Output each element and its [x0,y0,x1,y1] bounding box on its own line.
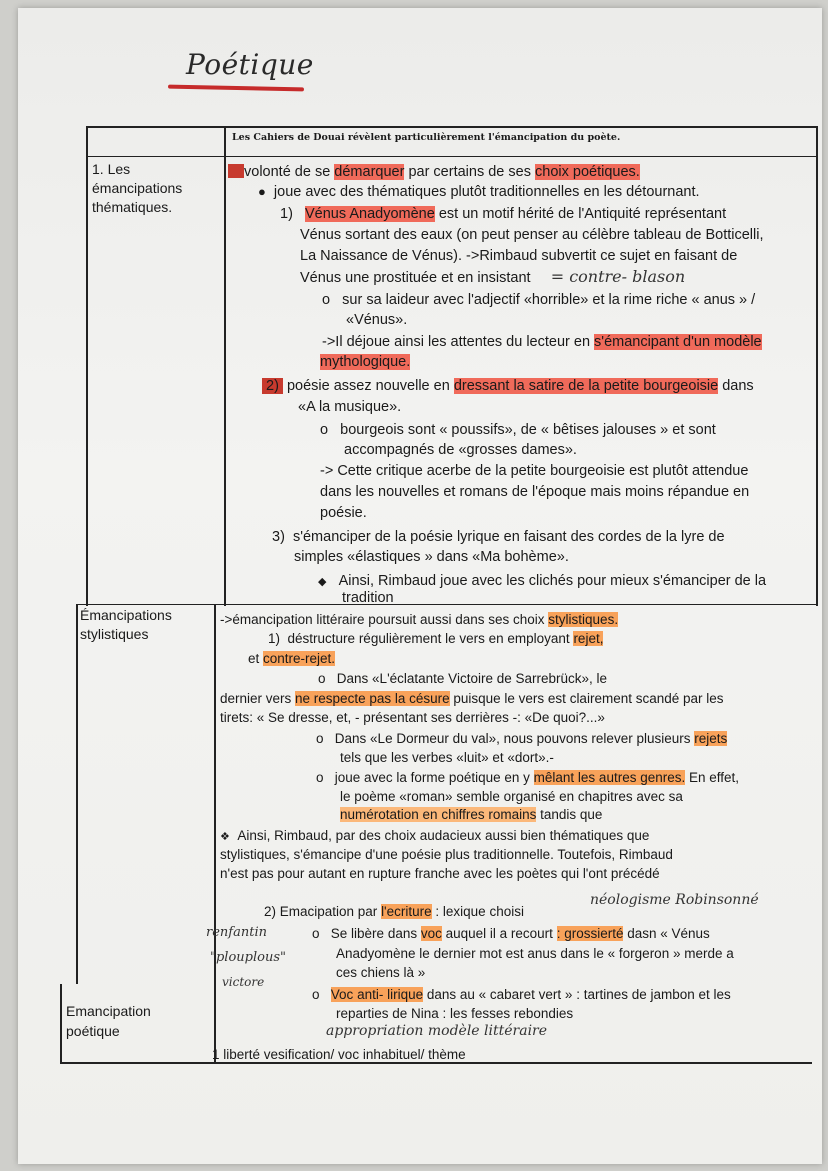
row3-footer: 1 liberté vesification/ voc inhabituel/ thème [212,1047,466,1062]
table-left-border [86,126,88,606]
table-left-border-lower [76,604,78,984]
p1-line1-text: est un motif hérité de l'Antiquité représentant [434,206,727,222]
row3-b1-line2: Anadyomène le dernier mot est anus dans le « forgeron » merde a [336,946,734,961]
highlight-grossierte: : grossierté [556,926,624,941]
p3-number: 3) [272,529,285,545]
row1-label-line3: thématiques. [92,199,173,215]
highlight-melant: mêlant les autres genres. [533,770,686,785]
row1-p2-arrow2: dans les nouvelles et romans de l'époque mais moins répandue en [320,484,750,500]
highlight-anti-lirique: anti- lirique [353,987,424,1002]
table-left-border-bottom [60,984,62,1064]
handwritten-left3: victore [222,975,265,989]
row1-p1-line4 [300,267,685,288]
p2-text: poésie assez nouvelle en [286,378,454,394]
p2-post: dans [718,378,754,394]
highlight-voc: voc [420,926,442,941]
row2-s3-line2: le poème «roman» semble organisé en chapitres avec sa [340,789,683,804]
row2-intro-text: ->émancipation littéraire poursuit aussi dans ses choix [220,612,549,627]
row1-p2-arrow1: -> Cette critique acerbe de la petite bourgeoisie est plutôt attendue [320,463,749,479]
row1-p1-sub1 [322,290,755,310]
highlight-rejets: rejets [694,731,728,746]
highlight-cesure: ne respecte pas la césure [295,691,450,706]
highlight-choix-poetiques: choix poétiques. [535,164,640,180]
row1-p2-line1 [262,376,754,396]
row2-conclusion1 [220,826,649,847]
highlight-ecriture: l'ecriture [381,904,432,919]
row1-p1-arrow [322,332,762,352]
row3-b1-text: Se libère dans [330,926,421,941]
row1-p3-sub2: tradition [342,590,394,606]
diamond-bullet-icon: ◆ [318,576,327,588]
row1-p2-arrow3: poésie. [320,505,367,521]
row2-s1-l2-post: puisque le vers est clairement scandé par les [449,691,724,706]
p3-sub1-text: Ainsi, Rimbaud joue avec les clichés pour mieux s'émanciper de la [338,573,767,589]
row3-b2-post: dans au « cabaret vert » : tartines de jambon et les [423,987,731,1002]
header-bottom-border [86,156,816,157]
highlight-emancipant: s'émancipant d'un modèle [594,334,762,350]
highlight-contre-rejet: contre-rejet. [263,651,336,666]
highlight-venus: Vénus Anadyomène [305,206,435,222]
p2-sub1-text: bourgeois sont « poussifs», de « bêtises jalouses » et sont [340,422,716,438]
row2-s2-text: Dans «Le Dormeur du val», nous pouvons relever plusieurs [334,731,695,746]
row3-b1-mid: auquel il a recourt [441,926,557,941]
page-title: Poétique [186,48,314,81]
row3-p2-text: 2) Emacipation par [264,904,382,919]
row2-p1-line2 [248,649,335,668]
row3-b1-post: dasn « Vénus [623,926,710,941]
row1-p1-sub2: «Vénus». [346,312,408,328]
circle-bullet-icon: o [320,422,329,438]
circle-bullet-icon: o [318,671,326,686]
table-right-border [816,126,818,606]
row2-conclusion3: n'est pas pour autant en rupture franche avec les poètes qui l'ont précédé [220,866,660,881]
redacted-mark [228,164,244,178]
column-divider [224,126,226,606]
row2-p1-text: déstructure régulièrement le vers en employant [287,631,574,646]
row1-intro [228,162,640,182]
p1-arrow-text: ->Il déjoue ainsi les attentes du lecteur en [322,334,595,350]
row2-label-line2: stylistiques [80,626,149,642]
row1-intro-text: volonté de se [244,164,335,180]
row2-s3-line3 [340,805,602,824]
row2-p1-line1 [268,629,603,648]
handwritten-contre-blason: = contre- blason [550,267,686,286]
row1-p1-line3: La Naissance de Vénus). ->Rimbaud subvertit ce sujet en faisant de [300,248,738,264]
p1-sub1-text: sur sa laideur avec l'adjectif «horrible» et la rime riche « anus » / [342,292,756,308]
row2-s1-l2-pre: dernier vers [220,691,296,706]
bullet-dot-icon: ● [258,184,266,199]
row2-c1-text: Ainsi, Rimbaud, par des choix audacieux aussi bien thématiques que [237,828,650,843]
row2-conclusion2: stylistiques, s'émancipe d'une poésie plus traditionnelle. Toutefois, Rimbaud [220,847,673,862]
row2-s2-line1 [316,729,727,748]
circle-bullet-icon: o [312,987,320,1002]
p1-number: 1) [280,206,293,222]
highlight-stylistiques: stylistiques. [548,612,619,627]
row3-b1-line1 [312,924,710,943]
highlight-rejet: rejet, [573,631,604,646]
row1-label-line1: 1. Les [92,161,131,177]
handwritten-left1: renfantin [206,925,267,940]
row-divider [76,604,816,605]
row2-s1-line2 [220,689,724,708]
table-top-border [86,126,816,128]
row3-b2-line1 [312,985,731,1004]
row2-s3-l3-post: tandis que [536,807,603,822]
column-divider-lower [214,604,216,1064]
p1-line4-text: Vénus une prostituée et en insistant [300,270,531,286]
row2-s1-line3: tirets: « Se dresse, et, - présentant ses derrières -: «De quoi?...» [220,710,605,725]
row2-p1-number: 1) [268,631,281,646]
row3-label-line1: Emancipation [66,1003,151,1019]
row1-p2-line2: «A la musique». [298,399,402,415]
circle-bullet-icon: o [312,926,320,941]
row1-p3-line2: simples «élastiques » dans «Ma bohème». [294,549,569,565]
highlight-satire: dressant la satire de la petite bourgeoisie [453,378,719,394]
circle-bullet-icon: o [322,292,331,308]
row1-p2-sub2: accompagnés de «grosses dames». [344,442,577,458]
row1-p1-arrow2 [320,352,410,372]
row1-p1-line1 [280,204,726,224]
row3-b2-line2: reparties de Nina : les fesses rebondies [336,1006,574,1021]
p3-line1-text: s'émanciper de la poésie lyrique en faisant des cordes de la lyre de [292,529,725,545]
table-header: Les Cahiers de Douai révèlent particulièrement l'émancipation du poète. [232,132,621,143]
row1-label-line2: émancipations [92,180,183,196]
row1-p1-line2: Vénus sortant des eaux (on peut penser au célèbre tableau de Botticelli, [300,227,764,243]
row2-label-line1: Émancipations [80,607,172,623]
highlight-mythologique: mythologique. [320,354,411,370]
row3-label-line2: poétique [66,1023,120,1039]
handwritten-appropriation: appropriation modèle littéraire [326,1023,548,1039]
highlight-voc2: Voc [330,987,354,1002]
highlight-numerotation: numérotation en chiffres romains [340,807,537,822]
row1-p3-line1 [272,527,725,547]
handwritten-left2: "plouplous" [210,950,286,965]
highlight-demarquer: démarquer [334,164,405,180]
circle-bullet-icon: o [316,731,324,746]
row2-intro [220,610,618,629]
row2-p1-l2-pre: et [248,651,264,666]
row2-s3-text: joue avec la forme poétique en y [334,770,534,785]
row1-p2-sub1 [320,420,716,440]
circle-bullet-icon: o [316,770,324,785]
row2-s2-line2: tels que les verbes «luit» et «dort».- [340,750,554,765]
row1-bullet1 [258,182,700,202]
row3-p2 [264,902,524,921]
diamond-bullet-icon: ❖ [220,831,230,843]
handwritten-neologisme: néologisme Robinsonné [590,892,759,908]
row3-p2-post: : lexique choisi [431,904,524,919]
row2-s1-line1 [318,669,607,688]
row2-s1-text: Dans «L'éclatante Victoire de Sarrebrück», le [336,671,608,686]
row2-s3-line1 [316,768,739,787]
row2-s3-post: En effet, [685,770,740,785]
row1-intro-mid: par certains de ses [404,164,535,180]
p2-number: 2) [262,378,283,394]
row3-b1-line3: ces chiens là » [336,965,426,980]
row1-bullet1-text: joue avec des thématiques plutôt traditionnelles en les détournant. [273,184,700,200]
